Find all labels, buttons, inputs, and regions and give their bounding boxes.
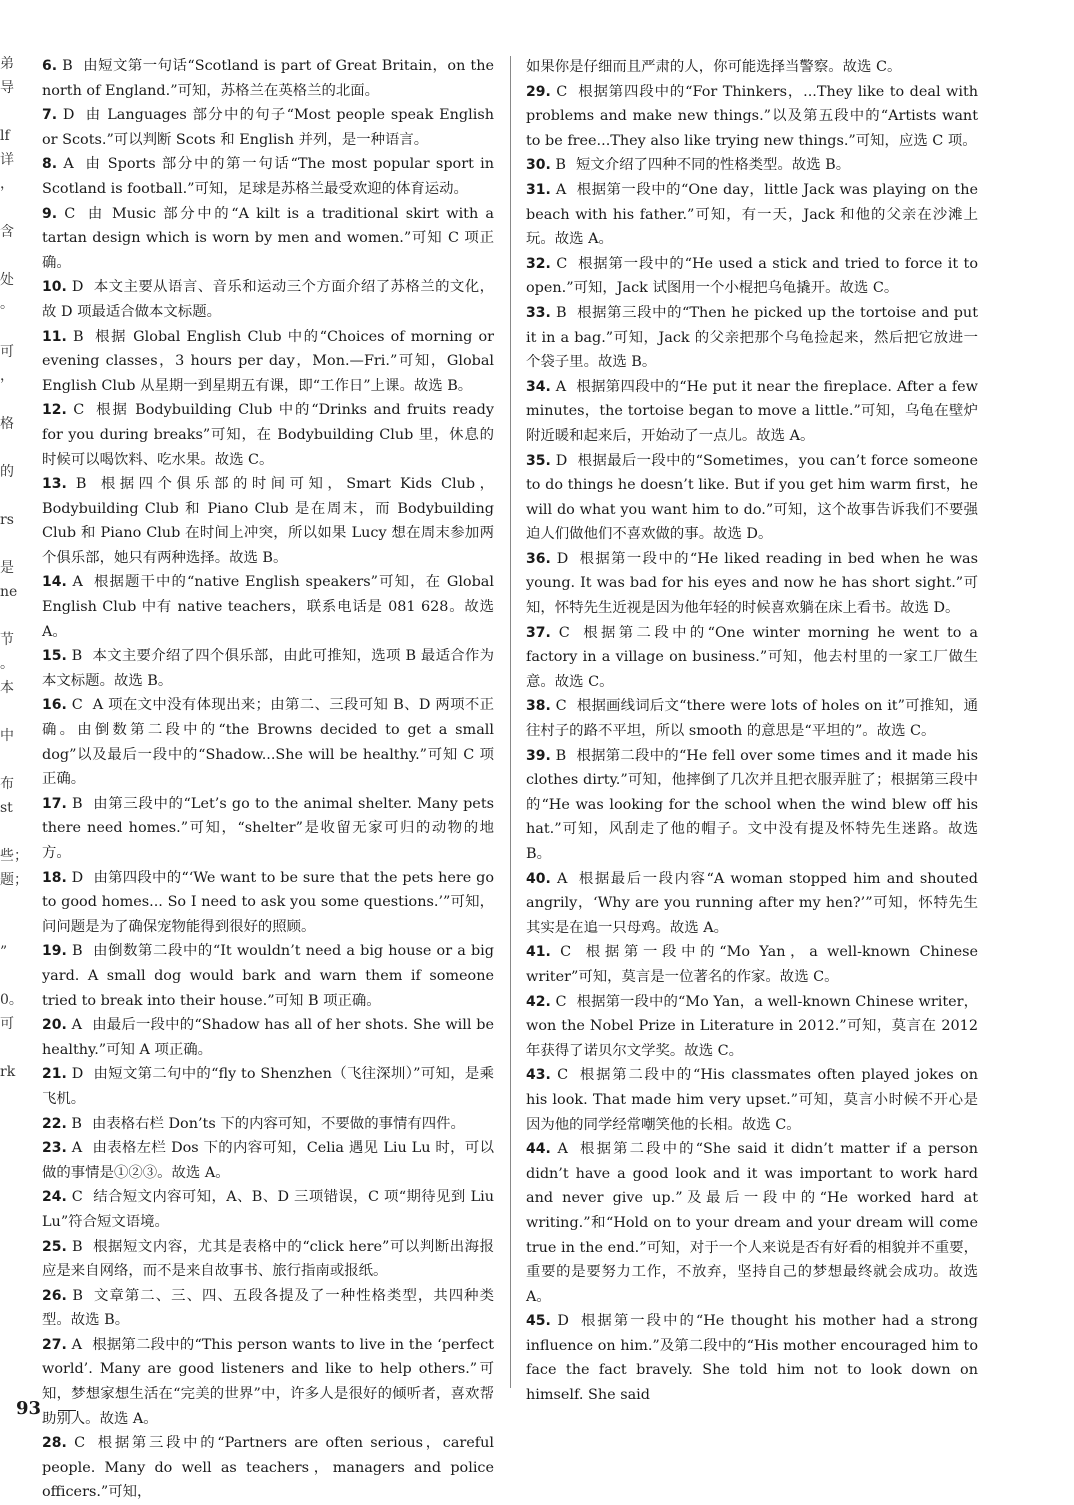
answer-letter: B (72, 1287, 83, 1304)
answer-letter: A (555, 378, 567, 395)
question-number: 33. (526, 304, 551, 321)
question-number: 30. (526, 157, 551, 174)
answer-item (42, 275, 494, 324)
explanation-text: 根据第四段中的“He put it near the fireplace. After a few minutes，the tortoise began to move a little.”可知，乌龟在壁炉附近暖和起来后，开始动了一点儿。故选 A。 (526, 378, 978, 444)
answer-item (526, 990, 978, 1064)
margin-fragment: lf (0, 128, 10, 144)
margin-fragment: rs (0, 512, 14, 528)
answer-item (526, 1309, 978, 1407)
answer-letter: C (556, 255, 568, 272)
question-number: 18. (42, 869, 67, 886)
explanation-text: A 项在文中没有体现出来；由第二、三段可知 B、D 两项不正确。由倒数第二段中的“the Browns decided to get a small dog”以及最后一段中的“Shadow...She will be healthy.”可知 C 项正确。 (42, 697, 494, 788)
margin-fragment (0, 532, 16, 556)
explanation-text: 由 Languages 部分中的句子“Most people speak English or Scots.”可以判断 Scots 和 English 并列，是一种语言。 (42, 107, 494, 148)
margin-fragment (0, 484, 16, 508)
question-number: 22. (42, 1115, 67, 1132)
explanation-text: 根据第一段中的“He liked reading in bed when he was young. It was bad for his eyes and now he has short sight.”可知，怀特先生近视是因为他年轻的时候喜欢躺在床上看书。故选 D。 (526, 550, 978, 617)
answer-item (42, 1013, 494, 1062)
question-number: 29. (526, 83, 551, 100)
answer-letter: C (71, 1189, 83, 1206)
answer-item (526, 940, 978, 989)
explanation-text: 根据最后一段中的“Sometimes，you can’t force someone to do things he doesn’t like. But if you get him warm first，he will do what you want him to do.”可知，这个故事告诉我们不要强迫人们做他们不喜欢做的事。故选 D。 (526, 452, 978, 543)
answer-letter: D (556, 550, 569, 567)
answer-letter: B (71, 648, 83, 665)
question-number: 35. (526, 452, 551, 469)
answer-letter: B (72, 328, 84, 345)
answer-item (42, 152, 494, 201)
answer-item (526, 867, 978, 941)
question-number: 28. (42, 1435, 67, 1452)
question-number: 11. (42, 328, 67, 345)
answer-item (526, 621, 978, 695)
margin-fragment: 的 (0, 464, 14, 480)
answer-letter: C (555, 698, 567, 715)
answer-item (42, 1062, 494, 1111)
margin-fragment: 布 (0, 776, 14, 792)
question-number: 21. (42, 1066, 67, 1083)
question-number: 12. (42, 402, 67, 419)
explanation-text: 由倒数第二段中的“It wouldn’t need a big house or a big yard. A small dog would bark and warn them if someone tried to break into their house.”可知 B 项正确。 (42, 943, 494, 1009)
explanation-text: 由最后一段中的“Shadow has all of her shots. She will be healthy.”可知 A 项正确。 (42, 1017, 494, 1058)
question-number: 23. (42, 1140, 67, 1157)
question-number: 43. (526, 1067, 551, 1084)
explanation-text: 根据最后一段内容“A woman stopped him and shouted angrily，‘Why are you running after my hen?’”可知，怀特先生其实是在追一只母鸡。故选 A。 (526, 870, 978, 936)
question-number: 27. (42, 1336, 67, 1353)
question-number: 34. (526, 378, 551, 395)
margin-fragment: ” (0, 944, 8, 960)
explanation-text: 由 Music 部分中的“A kilt is a traditional skirt with a tartan design which is worn by men and women.”可知 C 项正确。 (42, 205, 494, 271)
margin-fragment (0, 1036, 16, 1060)
answer-letter: B (72, 795, 83, 812)
margin-fragment: ， (0, 176, 14, 192)
answer-letter: D (71, 869, 84, 886)
answer-item (42, 1112, 494, 1137)
answer-item (42, 939, 494, 1013)
margin-fragment: 详 (0, 152, 14, 168)
answer-item (42, 570, 494, 644)
explanation-text: 根据题干中的“native English speakers”可知，在 Global English Club 中有 native teachers，联系电话是 081 628。故选 A。 (42, 574, 494, 640)
margin-fragment: 。 (0, 656, 14, 672)
answer-item (42, 792, 494, 866)
explanation-text: 根据第二段中的“This person wants to live in the ‘perfect world’. Many are good listeners and like to help others.”可知，梦想家想生活在“完美的世界”中，许多人是很好的倾听者，喜欢帮助别人。故选 A。 (42, 1336, 495, 1427)
answer-item (526, 694, 978, 743)
answer-letter: D (557, 1313, 569, 1330)
answer-letter: C (558, 624, 570, 641)
answer-letter: C (74, 1435, 86, 1452)
explanation-text: 如果你是仔细而且严肃的人，你可能选择当警察。故选 C。 (526, 59, 902, 75)
margin-fragment (0, 196, 16, 220)
page-number-dash (58, 1410, 76, 1411)
explanation-text: 根据第二段中的“His classmates often played jokes on his look. That made him very upset.”可知，莫言小时候不开心是因为他的同学经常嘲笑他的长相。故选 C。 (526, 1067, 978, 1133)
margin-fragment: 本 (0, 680, 14, 696)
answer-letter: B (555, 747, 567, 764)
answer-item (42, 398, 494, 472)
answer-item (42, 693, 494, 791)
margin-fragment: ， (0, 368, 14, 384)
margin-fragment: 中 (0, 728, 14, 744)
question-number: 15. (42, 648, 67, 665)
column-divider (510, 56, 511, 1388)
margin-fragment: 可 (0, 344, 14, 360)
margin-fragment: ne (0, 584, 18, 600)
answer-letter: C (64, 205, 76, 222)
margin-fragment (0, 964, 16, 988)
explanation-text: 文章第二、三、四、五段各提及了一种性格类型，共四种类型。故选 B。 (42, 1287, 494, 1329)
left-margin-fragments (0, 52, 28, 1084)
margin-fragment: 些； (0, 848, 28, 864)
explanation-text: 由表格左栏 Dos 下的内容可知，Celia 遇见 Liu Lu 时，可以做的事情是①②③。故选 A。 (42, 1140, 494, 1181)
margin-fragment (0, 820, 16, 844)
explanation-text: 由 Sports 部分中的第一句话“The most popular sport in Scotland is football.”可知，足球是苏格兰最受欢迎的体育运动。 (42, 156, 494, 197)
answer-letter: A (557, 1141, 568, 1158)
margin-fragment: 。 (0, 296, 14, 312)
right-column (526, 55, 978, 1408)
margin-fragment (0, 700, 16, 724)
question-number: 10. (42, 279, 67, 296)
answer-item (526, 153, 978, 178)
margin-fragment: 格 (0, 416, 14, 432)
margin-fragment: st (0, 800, 13, 816)
margin-fragment: 弟 (0, 56, 14, 72)
answer-item (42, 54, 494, 103)
explanation-text: 由表格右栏 Don’ts 下的内容可知，不要做的事情有四件。 (91, 1115, 465, 1132)
answer-letter: A (71, 1017, 82, 1034)
question-number: 9. (42, 205, 58, 222)
answer-item (526, 55, 978, 80)
question-number: 25. (42, 1238, 67, 1255)
answer-item (42, 325, 494, 399)
question-number: 45. (526, 1313, 551, 1330)
question-number: 7. (42, 107, 58, 124)
answer-item (526, 178, 978, 252)
explanation-text: 由短文第一句话“Scotland is part of Great Britain，on the north of England.”可知，苏格兰在英格兰的北面。 (42, 58, 495, 99)
explanation-text: 本文主要介绍了四个俱乐部，由此可推知，选项 B 最适合作为本文标题。故选 B。 (42, 648, 494, 689)
answer-letter: A (71, 1336, 83, 1353)
question-number: 36. (526, 550, 551, 567)
answer-item (526, 80, 978, 154)
answer-letter: D (555, 452, 568, 469)
explanation-text: 本文主要从语言、音乐和运动三个方面介绍了苏格兰的文化，故 D 项最适合做本文标题。 (42, 279, 494, 320)
answer-letter: B (62, 58, 73, 74)
margin-fragment: 含 (0, 224, 14, 240)
answer-item (42, 1136, 494, 1185)
explanation-text: 根据第一段中的“He used a stick and tried to force it to open.”可知，Jack 试图用一个小棍把乌龟撬开。故选 C。 (526, 255, 978, 297)
margin-fragment: 是 (0, 560, 14, 576)
margin-fragment (0, 604, 16, 628)
answer-item (526, 449, 978, 547)
question-number: 19. (42, 943, 67, 960)
margin-fragment (0, 316, 16, 340)
answer-letter: B (75, 476, 87, 493)
page-number: 93 (16, 1398, 42, 1419)
explanation-text: 结合短文内容可知，A、B、D 三项错误，C 项“期待见到 Liu Lu”符合短文语境。 (42, 1189, 494, 1230)
answer-item (42, 472, 494, 570)
answer-letter: C (73, 402, 85, 419)
answer-letter: A (555, 181, 567, 198)
margin-fragment: 0。 (0, 992, 23, 1008)
answer-item (526, 301, 978, 375)
explanation-text: 短文介绍了四种不同的性格类型。故选 B。 (575, 157, 851, 174)
margin-fragment (0, 916, 16, 940)
answer-item (526, 547, 978, 621)
answer-item (526, 744, 978, 867)
answer-letter: A (556, 870, 568, 887)
question-number: 13. (42, 476, 67, 493)
explanation-text: 根据画线词后文“there were lots of holes on it”可推知，通往村子的路不平坦，所以 smooth 的意思是“平坦的”。故选 C。 (526, 698, 978, 740)
margin-fragment (0, 100, 16, 124)
answer-letter: B (71, 943, 83, 960)
question-number: 8. (42, 156, 58, 173)
answer-letter: B (71, 1238, 83, 1255)
answer-letter: A (71, 1140, 83, 1157)
answer-item (42, 202, 494, 276)
explanation-text: 根据短文内容，尤其是表格中的“click here”可以判断出海报应是来自网络，而不是来自故事书、旅行指南或报纸。 (42, 1238, 495, 1280)
answer-letter: C (560, 944, 572, 961)
explanation-text: 根据第一段中的“He thought his mother had a strong influence on him.”及第二段中的“His mother encouraged him to face the fact bravely. She told him not to look down on himself. She said (526, 1313, 978, 1404)
explanation-text: 由第四段中的“‘We want to be sure that the pets here go to good homes... So I need to ask you some questions.’”可知，问问题是为了确保宠物能得到很好的照顾。 (42, 869, 495, 935)
explanation-text: 根据 Bodybuilding Club 中的“Drinks and fruits ready for you during breaks”可知，在 Bodybuilding Club 里，休息的时候可以喝饮料、吃水果。故选 C。 (42, 402, 494, 468)
question-number: 44. (526, 1141, 551, 1158)
question-number: 26. (42, 1287, 67, 1304)
question-number: 14. (42, 574, 67, 591)
margin-fragment: 题； (0, 872, 28, 888)
answer-item (42, 1284, 494, 1333)
margin-fragment: 可 (0, 1016, 14, 1032)
answer-item (42, 1431, 494, 1505)
margin-fragment: 节 (0, 632, 14, 648)
answer-item (42, 1185, 494, 1234)
answer-letter: C (557, 1067, 569, 1084)
question-number: 40. (526, 870, 551, 887)
answer-item (42, 103, 494, 152)
answer-letter: D (62, 107, 75, 124)
explanation-text: 由短文第二句中的“fly to Shenzhen（飞往深圳）”可知，是乘飞机。 (42, 1066, 495, 1107)
answer-letter: D (71, 1066, 84, 1083)
explanation-text: 根据第二段中的“One winter morning he went to a factory in a village on business.”可知，他去村里的一家工厂做生意。故选 C。 (526, 624, 978, 690)
question-number: 37. (526, 624, 551, 641)
margin-fragment (0, 244, 16, 268)
explanation-text: 根据第二段中的“She said it didn’t matter if a person didn’t have a good look and it was important to work hard and never give up.”及最后一段中的“He worked hard at writing.”和“Hold on to your dream and your dream will come true in the end.”可知，对于一个人来说是否有好看的相貌并不重要，重要的是要努力工作，不放弃，坚持自己的梦想最终就会成功。故选 A。 (526, 1141, 978, 1305)
answer-item (42, 644, 494, 693)
answer-letter: A (72, 574, 83, 591)
answer-letter: C (71, 697, 83, 714)
answer-letter: B (555, 157, 566, 174)
margin-fragment: 处 (0, 272, 14, 288)
margin-fragment (0, 748, 16, 772)
answer-letter: B (555, 304, 567, 321)
question-number: 31. (526, 181, 551, 198)
answer-item (526, 252, 978, 301)
question-number: 42. (526, 993, 551, 1010)
question-number: 32. (526, 255, 551, 272)
explanation-text: 根据第三段中的“Then he picked up the tortoise and put it in a bag.”可知，Jack 的父亲把那个乌龟捡起来，然后把它放进一个袋子里。故选 B。 (526, 304, 978, 371)
question-number: 17. (42, 795, 67, 812)
question-number: 24. (42, 1189, 67, 1206)
question-number: 41. (526, 944, 551, 961)
explanation-text: 根据第一段中的“One day，little Jack was playing on the beach with his father.”可知，有一天，Jack 和他的父亲在沙滩上玩。故选 A。 (526, 181, 979, 248)
question-number: 6. (42, 58, 58, 74)
answer-letter: B (71, 1115, 82, 1132)
explanation-text: 根据第四段中的“For Thinkers，...They like to deal with problems and make new things.”以及第五段中的“Artists want to be free...They also like trying new things.”可知，应选 C 项。 (526, 83, 978, 149)
answer-letter: D (71, 279, 84, 296)
explanation-text: 根据四个俱乐部的时间可知，Smart Kids Club，Bodybuilding Club 和 Piano Club 是在周末，而 Bodybuilding Club 和 Piano Club 在时间上冲突，所以如果 Lucy 想在周末参加两个俱乐部，她只有两种选择。故选 B。 (42, 476, 494, 566)
question-number: 38. (526, 698, 551, 715)
answer-item (526, 1063, 978, 1137)
question-number: 20. (42, 1017, 67, 1034)
margin-fragment (0, 892, 16, 916)
margin-fragment: rk (0, 1064, 16, 1080)
explanation-text: 根据第三段中的“Partners are often serious，careful people. Many do well as teachers，managers and police officers.”可知， (42, 1435, 494, 1501)
margin-fragment: 导 (0, 80, 14, 96)
left-column (42, 54, 494, 1505)
answer-item (42, 1235, 494, 1284)
answer-item (526, 375, 978, 449)
question-number: 16. (42, 697, 67, 714)
answer-item (526, 1137, 978, 1309)
margin-fragment (0, 388, 16, 412)
explanation-text: 由第三段中的“Let’s go to the animal shelter. Many pets there need homes.”可知，“shelter”是收留无家可归的动物的地方。 (42, 795, 494, 861)
answer-letter: C (555, 993, 567, 1010)
answer-item (42, 866, 494, 940)
answer-letter: C (556, 83, 568, 100)
explanation-text: 根据第一段中的“Mo Yan，a well-known Chinese writer，won the Nobel Prize in Literature in 2012.”可知，莫言在 2012 年获得了诺贝尔文学奖。故选 C。 (526, 993, 978, 1059)
margin-fragment (0, 436, 16, 460)
explanation-text: 根据第一段中的“Mo Yan，a well-known Chinese writer”可知，莫言是一位著名的作家。故选 C。 (526, 944, 979, 985)
question-number: 39. (526, 747, 551, 764)
answer-item (42, 1333, 494, 1431)
explanation-text: 根据第二段中的“He fell over some times and it made his clothes dirty.”可知，他摔倒了几次并且把衣服弄脏了；根据第三段中的“He was looking for the school when the wind blew off his hat.”可知，风刮走了他的帽子。文中没有提及怀特先生迷路。故选 B。 (526, 747, 978, 862)
explanation-text: 根据 Global English Club 中的“Choices of morning or evening classes，3 hours per day，Mon.—Fri.”可知，Global English Club 从星期一到星期五有课，即“工作日”上课。故选 B。 (42, 328, 494, 394)
answer-letter: A (63, 156, 74, 173)
